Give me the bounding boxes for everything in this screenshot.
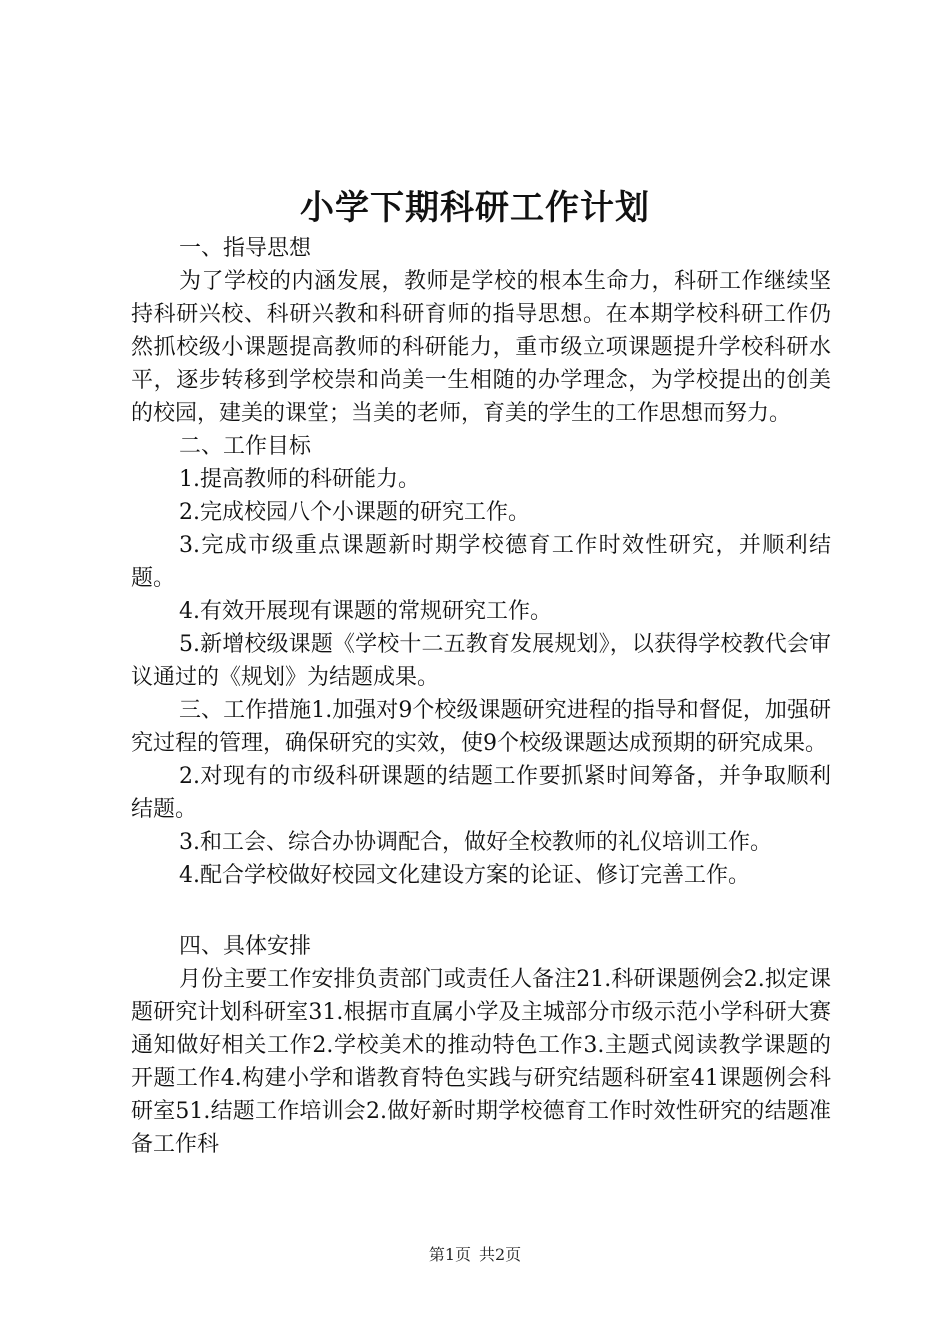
document-body [131, 232, 831, 1161]
document-title: 小学下期科研工作计划 [300, 188, 650, 228]
goal-item-3: 3.完成市级重点课题新时期学校德育工作时效性研究，并顺利结题。 [131, 533, 831, 591]
page-number: 第1页 [428, 1245, 471, 1264]
page-total: 共2页 [479, 1245, 522, 1264]
measure-item-2: 2.对现有的市级科研课题的结题工作要抓紧时间筹备，并争取顺利结题。 [131, 764, 831, 822]
goal-item-5: 5.新增校级课题《学校十二五教育发展规划》，以获得学校教代会审议通过的《规划》为结题成果。 [131, 632, 831, 690]
measure-item-4: 4.配合学校做好校园文化建设方案的论证、修订完善工作。 [179, 863, 750, 888]
section-heading-guiding-ideology: 一、指导思想 [179, 236, 312, 261]
measure-item-3: 3.和工会、综合办协调配合，做好全校教师的礼仪培训工作。 [179, 830, 772, 855]
paragraph-schedule: 月份主要工作安排负责部门或责任人备注21.科研课题例会2.拟定课题研究计划科研室31.根据市直属小学及主城部分市级示范小学科研大赛通知做好相关工作2.学校美术的推动特色工作3.主题式阅读教学课题的开题工作4.构建小学和谐教育特色实践与研究结题科研室41课题例会科研室51.结题工作培训会2.做好新时期学校德育工作时效性研究的结题准备工作科 [131, 967, 831, 1157]
paragraph-gap [131, 892, 831, 930]
measure-item-1: 三、工作措施1.加强对9个校级课题研究进程的指导和督促，加强研究过程的管理，确保研究的实效，使9个校级课题达成预期的研究成果。 [131, 698, 831, 756]
section-heading-schedule: 四、具体安排 [179, 934, 312, 959]
goal-item-4: 4.有效开展现有课题的常规研究工作。 [179, 599, 552, 624]
paragraph-guiding-ideology: 为了学校的内涵发展，教师是学校的根本生命力，科研工作继续坚持科研兴校、科研兴教和科研育师的指导思想。在本期学校科研工作仍然抓校级小课题提高教师的科研能力，重市级立项课题提升学校科研水平，逐步转移到学校崇和尚美一生相随的办学理念，为学校提出的创美的校园，建美的课堂；当美的老师，育美的学生的工作思想而努力。 [131, 269, 831, 426]
goal-item-1: 1.提高教师的科研能力。 [179, 467, 420, 492]
goal-item-2: 2.完成校园八个小课题的研究工作。 [179, 500, 530, 525]
page-footer [0, 1244, 950, 1266]
section-heading-work-goals: 二、工作目标 [179, 434, 312, 459]
